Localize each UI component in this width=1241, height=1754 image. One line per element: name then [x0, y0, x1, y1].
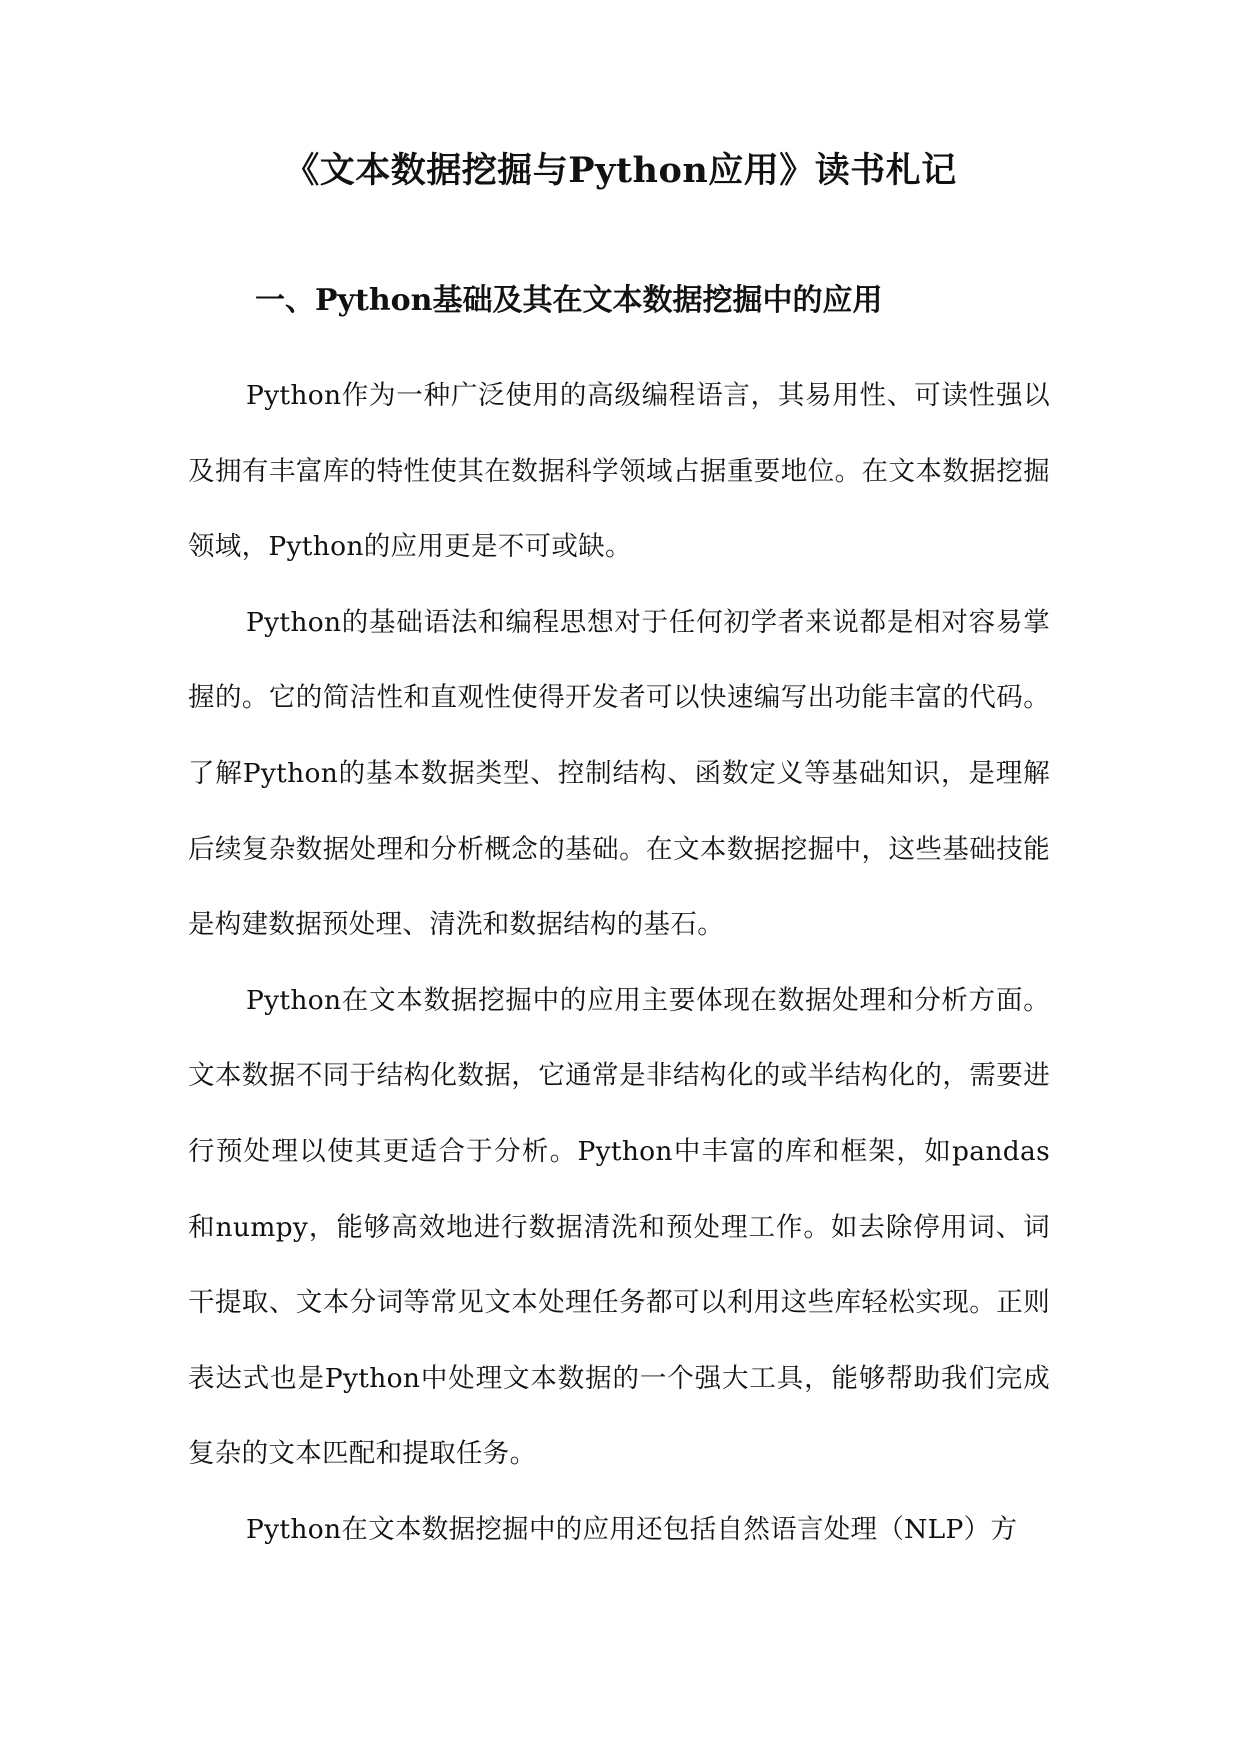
paragraph: Python的基础语法和编程思想对于任何初学者来说都是相对容易掌握的。它的简洁性和直观性使得开发者可以快速编写出功能丰富的代码。了解Python的基本数据类型、控制结构、函数定义等基础知识，是理解后续复杂数据处理和分析概念的基础。在文本数据挖掘中，这些基础技能是构建数据预处理、清洗和数据结构的基石。: [188, 606, 1050, 941]
paragraph: Python作为一种广泛使用的高级编程语言，其易用性、可读性强以及拥有丰富库的特性使其在数据科学领域占据重要地位。在文本数据挖掘领域，Python的应用更是不可或缺。: [188, 380, 1050, 563]
section-heading: 一、Python基础及其在文本数据挖掘中的应用: [255, 283, 883, 318]
document-title: 《文本数据挖掘与Python应用》读书札记: [284, 150, 957, 191]
paragraph: Python在文本数据挖掘中的应用还包括自然语言处理（NLP）方: [246, 1513, 1018, 1545]
paragraph: Python在文本数据挖掘中的应用主要体现在数据处理和分析方面。文本数据不同于结构化数据，它通常是非结构化的或半结构化的，需要进行预处理以使其更适合于分析。Python中丰富的库和框架，如pandas和numpy，能够高效地进行数据清洗和预处理工作。如去除停用词、词干提取、文本分词等常见文本处理任务都可以利用这些库轻松实现。正则表达式也是Python中处理文本数据的一个强大工具，能够帮助我们完成复杂的文本匹配和提取任务。: [188, 984, 1050, 1470]
section-body: [188, 358, 1050, 1568]
